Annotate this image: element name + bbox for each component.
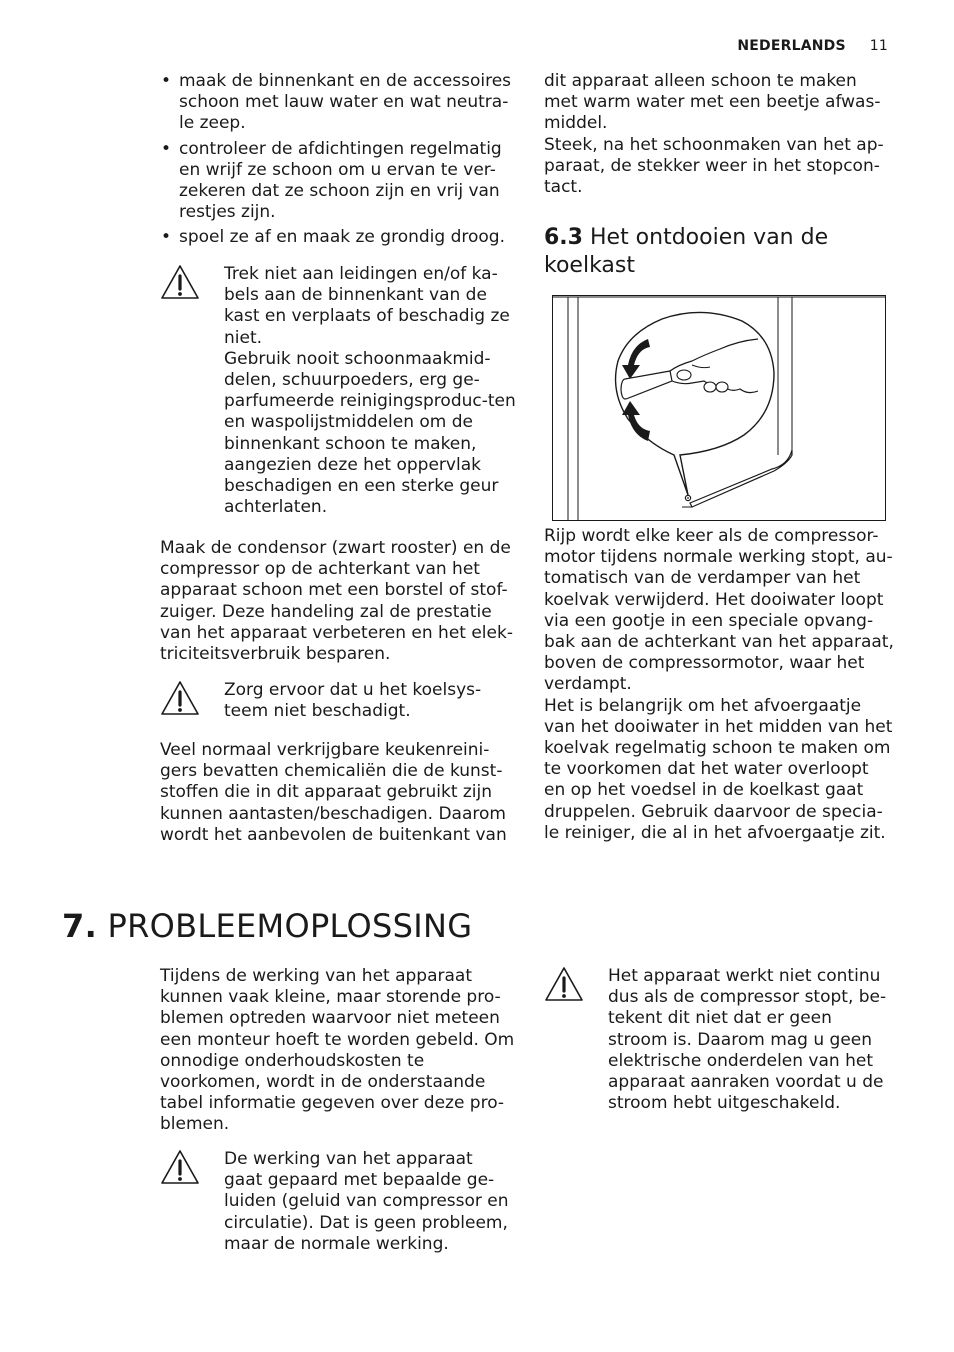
warning-text: Het apparaat werkt niet continu dus als de compressor stopt, be-tekent dit niet dat er geen stroom is. Daarom mag u geen elektrische onderdelen van het apparaat aanraken voordat u de stroom hebt uitgeschakeld. [608, 966, 887, 1114]
list-item: • controleer de afdichtingen regelmatig en wrijf ze schoon om u ervan te ver-zekeren dat ze schoon zijn en vrij van restjes zijn. [160, 139, 516, 224]
body-text: Tijdens de werking van het apparaat kunnen vaak kleine, maar storende pro-blemen optreden waarvoor niet meteen een monteur hoeft te worden gebeld. Om onnodige onderhoudskosten te voorkomen, wordt in de onderstaande tabel informatie gegeven over deze pro-blemen. [160, 966, 515, 1135]
page-number: 11 [869, 38, 888, 54]
header-language: NEDERLANDS [737, 38, 846, 54]
warning-block-2 [160, 680, 516, 722]
section-title: Het ontdooien van de koelkast [544, 225, 829, 278]
defrost-text [544, 526, 894, 844]
chapter-number: 7. [62, 907, 98, 945]
body-text: Rijp wordt elke keer als de compressor-motor tijdens normale werking stopt, au-tomatisch van de verdamper van het koelvak verwijderd. Het dooiwater loopt via een gootje in een speciale opvang-bak aan de achterkant van het apparaat, boven de compressormotor, waar het verdampt. [544, 526, 894, 695]
right-column-top [544, 71, 894, 198]
warning-triangle-icon [160, 264, 200, 300]
defrost-drain-illustration [552, 295, 886, 521]
body-text: Het is belangrijk om het afvoergaatje van het dooiwater in het midden van het koelvak regelmatig schoon te maken om te voorkomen dat het water overloopt en op het voedsel in de koelkast gaat druppelen. Gebruik daarvoor de specia-le reiniger, die al in het afvoergaatje zit. [544, 695, 893, 843]
warning-block-1 [160, 264, 516, 518]
warning-triangle-icon [160, 1149, 200, 1185]
warning-text: Zorg ervoor dat u het koelsys-teem niet beschadigt. [224, 680, 482, 722]
cleaning-bullet-list [160, 71, 516, 249]
warning-triangle-icon [544, 966, 584, 1002]
warning-triangle-icon [160, 680, 200, 716]
chapter-title: PROBLEEMOPLOSSING [107, 907, 473, 945]
condensor-paragraph [160, 538, 516, 665]
body-text: Veel normaal verkrijgbare keukenreini-gers bevatten chemicaliën die de kunst-stoffen die in dit apparaat gebruikt zijn kunnen aantasten/beschadigen. Daarom wordt het aanbevolen de buitenkant van [160, 740, 507, 845]
warning-block-4 [544, 966, 894, 1114]
warning-text: De werking van het apparaat gaat gepaard met bepaalde ge-luiden (geluid van compressor en circulatie). Dat is geen probleem, maar de normale werking. [224, 1149, 509, 1254]
cleaners-paragraph [160, 740, 516, 846]
list-item: • maak de binnenkant en de accessoires schoon met lauw water en wat neutra-le zeep. [160, 71, 516, 135]
left-column-top [160, 71, 516, 253]
troubleshooting-intro [160, 966, 516, 1136]
warning-block-3 [160, 1149, 516, 1255]
chapter-heading [62, 904, 472, 948]
body-text: Steek, na het schoonmaken van het ap-paraat, de stekker weer in het stopcon-tact. [544, 134, 884, 198]
warning-text: Trek niet aan leidingen en/of ka-bels aan de binnenkant van de kast en verplaats of beschadig ze niet. [224, 264, 510, 348]
body-text: dit apparaat alleen schoon te maken met warm water met een beetje afwas-middel. [544, 71, 881, 134]
warning-text: Gebruik nooit schoonmaakmid-delen, schuurpoeders, erg ge-parfumeerde reinigingsproduc-ten en waspolijstmiddelen om de binnenkant schoon te maken, aangezien deze het oppervlak beschadigen en een sterke geur achterlaten. [224, 348, 516, 518]
list-item: • spoel ze af en maak ze grondig droog. [160, 227, 516, 248]
page-header [737, 38, 888, 54]
section-heading [544, 224, 894, 280]
section-number: 6.3 [544, 225, 583, 250]
body-text: Maak de condensor (zwart rooster) en de compressor op de achterkant van het apparaat schoon met een borstel of stof-zuiger. Deze handeling zal de prestatie van het apparaat verbeteren en het elek-triciteitsverbruik besparen. [160, 538, 513, 665]
